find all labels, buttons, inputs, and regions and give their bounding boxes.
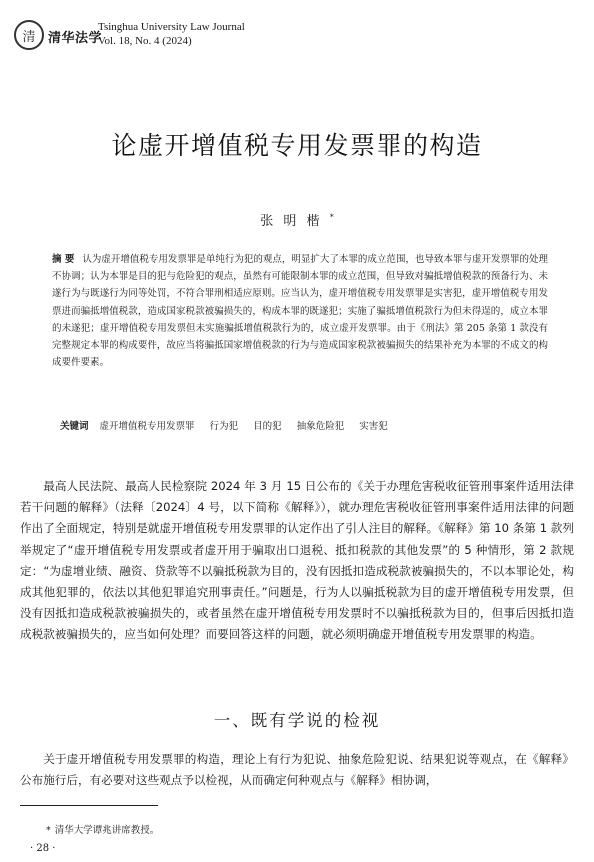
keyword: 虚开增值税专用发票罪	[99, 421, 195, 432]
seal-glyph: 清	[22, 29, 36, 45]
footnote-mark: *	[46, 825, 51, 836]
journal-name: Tsinghua University Law Journal	[98, 21, 245, 33]
section-heading: 一、既有学说的检视	[213, 711, 381, 730]
keywords-label: 关键词	[60, 421, 89, 432]
abstract	[52, 251, 548, 371]
footnote-divider	[20, 805, 158, 806]
author-line	[0, 210, 594, 229]
keyword: 抽象危险犯	[296, 421, 345, 432]
keyword: 目的犯	[253, 421, 282, 432]
author-name: 张 明 楷	[260, 214, 323, 229]
journal-info	[98, 20, 245, 48]
article-title: 论虚开增值税专用发票罪的构造	[111, 131, 483, 160]
keyword: 行为犯	[209, 421, 239, 432]
footnote-text: 清华大学谭兆讲席教授。	[54, 825, 160, 836]
author-footnote-mark: *	[329, 212, 334, 222]
footnote	[46, 822, 159, 836]
university-seal-icon	[14, 20, 44, 50]
journal-issue: Vol. 18, No. 4 (2024)	[98, 35, 192, 47]
section-body	[20, 749, 574, 791]
intro-section	[20, 476, 574, 646]
keyword: 实害犯	[359, 421, 388, 432]
journal-brand: 清华法学	[48, 31, 103, 46]
keywords	[60, 418, 540, 432]
section-paragraph: 关于虚开增值税专用发票罪的构造，理论上有行为犯说、抽象危险犯说、结果犯说等观点，在《解释》公布施行后，有必要对这些观点予以检视，从而确定何种观点与《解释》相协调，	[20, 752, 574, 788]
abstract-text: 认为虚开增值税专用发票罪是单纯行为犯的观点，明显扩大了本罪的成立范围，也导致本罪与虚开发票罪的处理不协调；认为本罪是目的犯与危险犯的观点，虽然有可能限制本罪的成立范围，但导致对骗抵增值税款的预备行为、未遂行为与既遂行为同等处罚，不符合罪刑相适应原则。应当认为，虚开增值税专用发票罪是实害犯，虚开增值税专用发票进而骗抵增值税款，造成国家税款被骗损失的，构成本罪的既遂犯；实施了骗抵增值税款行为但未得逞的，成立本罪的未遂犯；虚开增值税专用发票但未实施骗抵增值税款行为的，成立虚开发票罪。由于《刑法》第 205 条第 1 款没有完整规定本罪的构成要件，故应当将骗抵国家增值税款的行为与造成国家税款被骗损失的结果补充为本罪的不成文的构成要件要素。	[52, 254, 548, 369]
body-paragraph: 最高人民法院、最高人民检察院 2024 年 3 月 15 日公布的《关于办理危害税收征管刑事案件适用法律若干问题的解释》（法释〔2024〕4 号，以下简称《解释》），就办理危害税收征管刑事案件适用法律的问题作出了全面规定，特别是就虚开增值税专用发票罪的认定作出了引人注目的解释。《解释》第 10 条第 1 款列举规定了“虚开增值税专用发票或者虚开用于骗取出口退税、抵扣税款的其他发票”的 5 种情形，第 2 款规定：“为虚增业绩、融资、贷款等不以骗抵税款为目的，没有因抵扣造成税款被骗损失的，不以本罪论处，构成其他犯罪的，依法以其他犯罪追究刑事责任。”问题是，行为人以骗抵税款为目的虚开增值税专用发票，但没有因抵扣造成税款被骗损失的，或者虽然在虚开增值税专用发票时不以骗抵税款为目的，但事后因抵扣造成税款被骗损失的，应当如何处理？而要回答这样的问题，就必须明确虚开增值税专用发票罪的构造。	[20, 479, 574, 642]
abstract-label: 摘 要	[52, 254, 75, 265]
page-number: · 28 ·	[30, 843, 56, 854]
journal-header	[14, 20, 580, 58]
